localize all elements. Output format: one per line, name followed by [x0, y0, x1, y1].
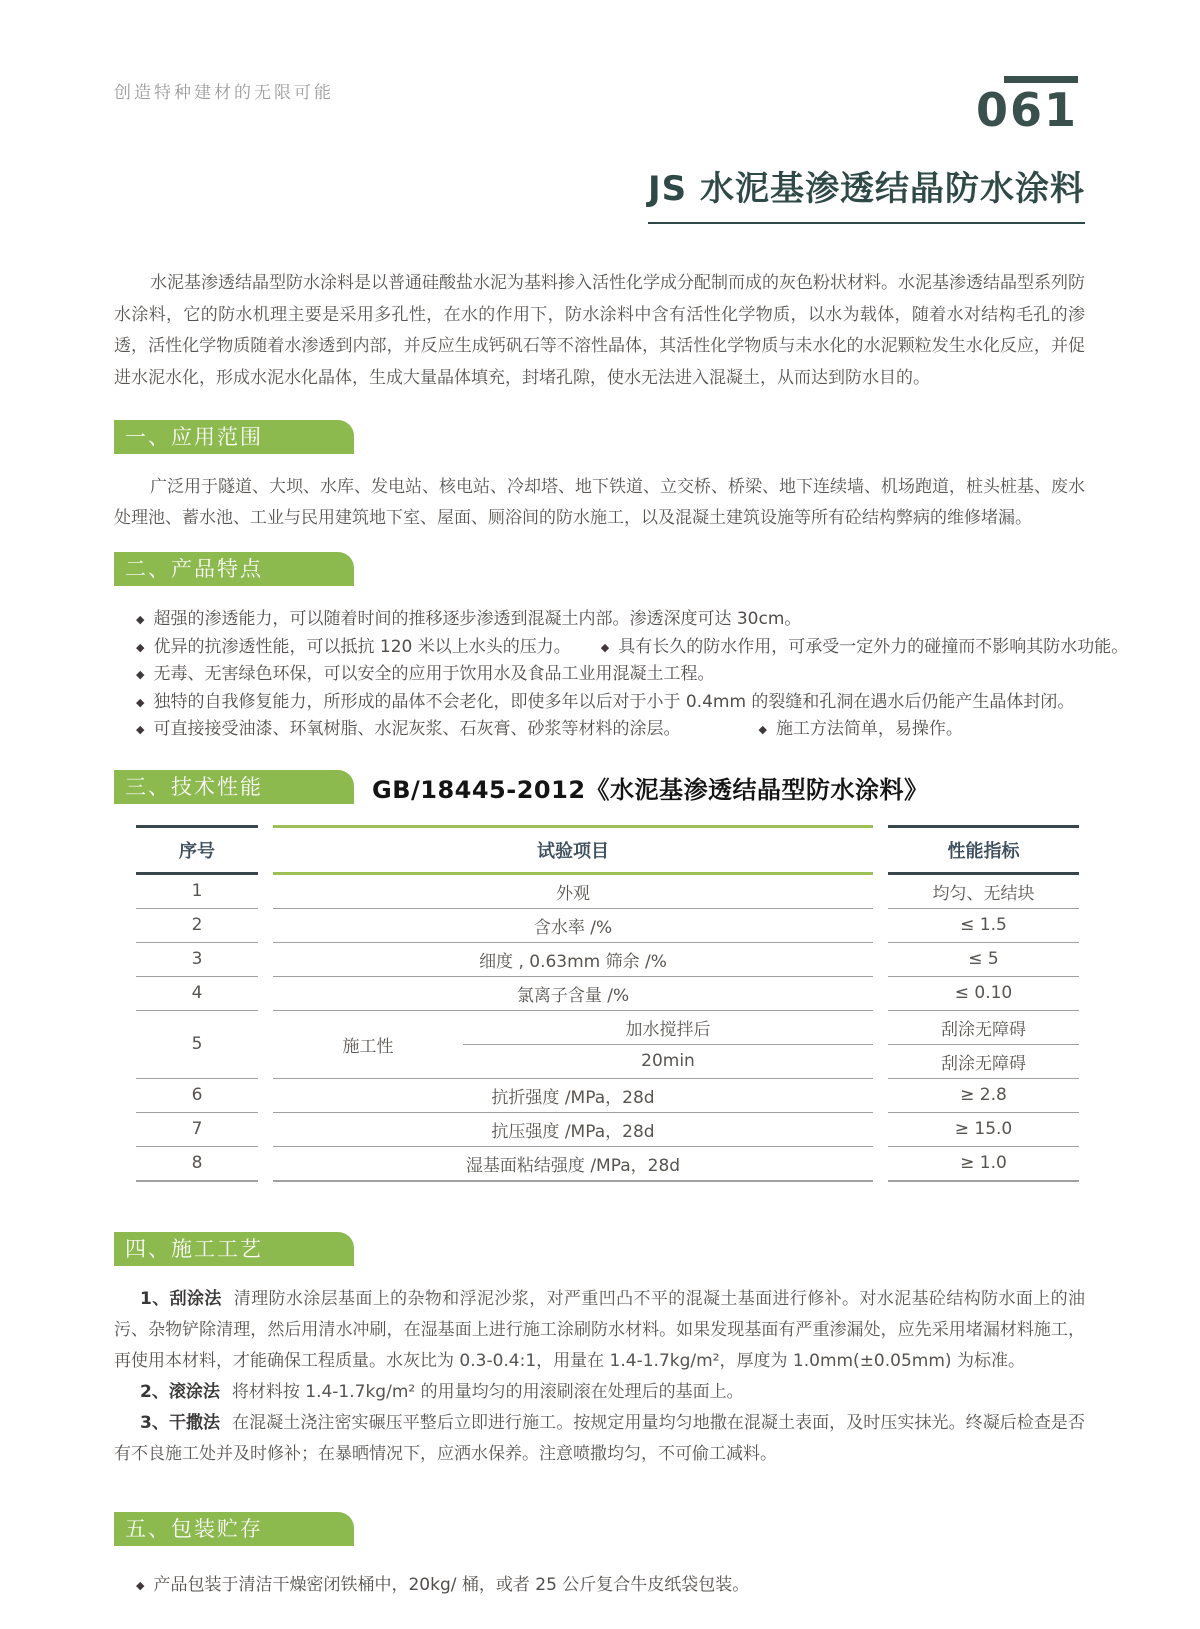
packaging-bullet-line — [136, 1572, 1085, 1599]
section-heading-technical: 三、技术性能 — [114, 770, 354, 804]
row-value: ≤ 1.5 — [888, 908, 1079, 942]
feature-text: 可直接接受油漆、环氧树脂、水泥灰浆、石灰膏、砂浆等材料的涂层。 — [153, 719, 681, 739]
row-value: ≥ 2.8 — [888, 1078, 1079, 1112]
intro-paragraph: 水泥基渗透结晶型防水涂料是以普通硅酸盐水泥为基料掺入活性化学成分配制而成的灰色粉状材料。水泥基渗透结晶型系列防水涂料，它的防水机理主要是采用多孔性，在水的作用下，防水涂料中含有活性化学物质，以水为载体，随着水对结构毛孔的渗透，活性化学物质随着水渗透到内部，并反应生成钙矾石等不溶性晶体，其活性化学物质与未水化的水泥颗粒发生水化反应，并促进水泥水化，形成水泥水化晶体，生成大量晶体填充，封堵孔隙，使水无法进入混凝土，从而达到防水目的。 — [114, 273, 1085, 388]
list-item — [136, 634, 1129, 662]
row-item: 氯离子含量 /% — [273, 976, 873, 1010]
technical-table — [136, 825, 1079, 1182]
feature-text: 独特的自我修复能力，所形成的晶体不会老化，即使多年以后对于小于 0.4mm 的裂缝和孔洞在遇水后仍能产生晶体封闭。 — [153, 691, 1075, 712]
diamond-bullet-icon: ◆ — [136, 668, 145, 681]
table-row — [136, 942, 1079, 976]
diamond-bullet-icon: ◆ — [600, 640, 610, 654]
row-no: 7 — [136, 1112, 258, 1146]
section-heading-features: 二、产品特点 — [114, 552, 354, 586]
diamond-bullet-icon: ◆ — [136, 613, 145, 626]
section-heading-construction: 四、施工工艺 — [114, 1232, 354, 1266]
table-row — [136, 875, 1079, 908]
row-item: 细度 , 0.63mm 筛余 /% — [273, 942, 873, 976]
row-item: 湿基面粘结强度 /MPa，28d — [273, 1146, 873, 1182]
diamond-bullet-icon: ◆ — [136, 723, 145, 736]
section-heading-application: 一、应用范围 — [114, 420, 354, 454]
list-item — [136, 606, 1085, 634]
row-item-group — [273, 1010, 873, 1078]
feature-text: 施工方法简单，易操作。 — [775, 719, 963, 739]
method-text: 清理防水涂层基面上的杂物和浮泥沙浆，对严重凹凸不平的混凝土基面进行修补。对水泥基砼结构防水面上的油污、杂物铲除清理，然后用清水冲刷，在湿基面上进行施工涂刷防水材料。如果发现基面有严重渗漏处，应先采用堵漏材料施工，再使用本材料，才能确保工程质量。水灰比为 0.3-0.4:1，用量在 1.4-1.7kg/m²，厚度为 1.0mm(±0.05mm) 为标准。 — [114, 1288, 1085, 1371]
method-paragraph — [114, 1377, 1085, 1408]
method-paragraph — [114, 1284, 1085, 1377]
table-header-row — [136, 825, 1079, 875]
feature-text: 无毒、无害绿色环保，可以安全的应用于饮用水及食品工业用混凝土工程。 — [153, 664, 715, 684]
page-number-block — [975, 76, 1078, 137]
packaging-text: 产品包装于清洁干燥密闭铁桶中，20kg/ 桶，或者 25 公斤复合牛皮纸袋包装。 — [153, 1574, 750, 1595]
method-paragraph — [114, 1408, 1085, 1470]
standard-title: GB/18445-2012《水泥基渗透结晶型防水涂料》 — [372, 775, 929, 804]
table-row — [136, 908, 1079, 942]
feature-text: 优异的抗渗透性能，可以抵抗 120 米以上水头的压力。 — [153, 636, 571, 657]
table-header-value: 性能指标 — [888, 825, 1079, 875]
method-label: 3、干撒法 — [140, 1412, 221, 1433]
row-item: 外观 — [556, 883, 590, 904]
row-no: 3 — [136, 942, 258, 976]
table-header-item: 试验项目 — [273, 825, 873, 875]
diamond-bullet-icon: ◆ — [136, 640, 145, 654]
sub-item: 加水搅拌后 — [625, 1019, 711, 1040]
row-value: ≥ 1.0 — [888, 1146, 1079, 1182]
row-item: 抗压强度 /MPa，28d — [273, 1112, 873, 1146]
sub-value: 刮涂无障碍 — [941, 1019, 1026, 1040]
table-row — [136, 1112, 1079, 1146]
row-item: 抗折强度 /MPa，28d — [273, 1078, 873, 1112]
application-paragraph: 广泛用于隧道、大坝、水库、发电站、核电站、冷却塔、地下铁道、立交桥、桥梁、地下连续墙、机场跑道，桩头桩基、废水处理池、蓄水池、工业与民用建筑地下室、屋面、厕浴间的防水施工，以及混凝土建筑设施等所有砼结构弊病的维修堵漏。 — [114, 477, 1085, 528]
method-text: 将材料按 1.4-1.7kg/m² 的用量均匀的用滚刷滚在处理后的基面上。 — [231, 1381, 744, 1402]
workability-subitems — [463, 1011, 873, 1078]
method-text: 在混凝土浇注密实碾压平整后立即进行施工。按规定用量均匀地撒在混凝土表面，及时压实抹光。终凝后检查是否有不良施工处并及时修补；在暴晒情况下，应洒水保养。注意喷撒均匀，不可偷工减料。 — [114, 1412, 1085, 1464]
row-no: 8 — [136, 1146, 258, 1182]
sub-value: 刮涂无障碍 — [888, 1044, 1079, 1078]
table-row — [136, 1146, 1079, 1182]
row-no: 2 — [136, 908, 258, 942]
diamond-bullet-icon: ◆ — [136, 1578, 145, 1592]
workability-label: 施工性 — [342, 1036, 394, 1057]
row-item: 含水率 /% — [273, 908, 873, 942]
table-row-workability — [136, 1010, 1079, 1078]
page-number: 061 — [975, 83, 1078, 137]
feature-text: 超强的渗透能力，可以随着时间的推移逐步渗透到混凝土内部。渗透深度可达 30cm。 — [153, 609, 802, 629]
list-item — [136, 689, 1085, 717]
section-heading-packaging: 五、包装贮存 — [114, 1512, 354, 1546]
page-number-bar — [1004, 76, 1078, 83]
table-header-no: 序号 — [136, 825, 258, 875]
feature-text: 具有长久的防水作用，可承受一定外力的碰撞而不影响其防水功能。 — [618, 636, 1129, 657]
title-block — [114, 161, 1085, 224]
row-no: 5 — [136, 1010, 258, 1078]
row-value: 均匀、无结块 — [932, 883, 1035, 904]
feature-list — [136, 606, 1129, 744]
row-no: 4 — [136, 976, 258, 1010]
header-tagline: 创造特种建材的无限可能 — [114, 83, 334, 103]
page-title: JS 水泥基渗透结晶防水涂料 — [648, 161, 1085, 224]
row-value: ≥ 15.0 — [888, 1112, 1079, 1146]
method-label: 1、刮涂法 — [140, 1288, 222, 1309]
diamond-bullet-icon: ◆ — [136, 695, 145, 709]
list-item — [136, 661, 1085, 689]
diamond-bullet-icon: ◆ — [758, 723, 767, 736]
technical-heading-row — [114, 770, 1085, 805]
table-row — [136, 1078, 1079, 1112]
row-value: ≤ 0.10 — [888, 976, 1079, 1010]
row-value-group — [888, 1010, 1079, 1078]
row-no: 1 — [191, 881, 203, 901]
row-value: ≤ 5 — [888, 942, 1079, 976]
row-no: 6 — [136, 1078, 258, 1112]
construction-methods — [114, 1284, 1085, 1470]
list-item — [136, 716, 1085, 744]
method-label: 2、滚涂法 — [140, 1381, 220, 1402]
table-row — [136, 976, 1079, 1010]
sub-item: 20min — [463, 1044, 873, 1078]
